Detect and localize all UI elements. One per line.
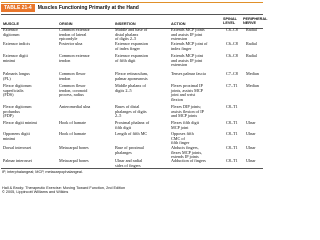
cell-origin: Common flexor tendon (59, 71, 86, 81)
cell-action: Flexes fifth digit MCP joint (171, 120, 199, 130)
cell-nerve: Ulnar (246, 145, 256, 150)
cell-muscle: Flexor digiti minimi (3, 120, 37, 125)
header-muscle: MUSCLE (3, 22, 20, 26)
cell-nerve: Median (246, 71, 259, 76)
table-title-bar (1, 2, 263, 12)
cell-muscle: Extensor indicis (3, 41, 31, 46)
cell-origin: Posterior ulna (59, 41, 83, 46)
cell-muscle: Flexor digitorum superficialis (FDS) (3, 83, 32, 98)
cell-insertion: Ulnar and radial sides of fingers (115, 158, 143, 168)
table-bottom-rule (1, 168, 263, 169)
cell-level: C7–T1 (226, 83, 238, 88)
cell-insertion: Length of fifth MC (115, 131, 148, 136)
cell-insertion: Middle phalanx of digits 2–5 (115, 83, 146, 93)
cell-origin: Anteromedial ulna (59, 104, 91, 109)
cell-origin: Metacarpal bones (59, 158, 89, 163)
cell-level: C6–C8 (226, 53, 238, 58)
cell-muscle: Extensor digitorum (3, 27, 20, 37)
table-title: Muscles Functioning Primarily at the Hand (37, 4, 139, 11)
cell-action: Abducts fingers, flexes MCP joints, extends IP joints (171, 145, 203, 160)
cell-level: C7–C8 (226, 71, 238, 76)
cell-origin: Common extensor tendon of lateral epicondyle (59, 27, 90, 42)
cell-muscle: Extensor digiti minimi (3, 53, 28, 63)
cell-action: Flexes DIP joints; assists flexion of IP and MCP joints (171, 104, 204, 119)
cell-muscle: Flexor digitorum profundus (FDP) (3, 104, 32, 119)
cell-action: Extends MCP joint of index finger (171, 41, 208, 51)
cell-action: Opposes fifth CMC of fifth finger (171, 131, 194, 146)
header-spinal-level: SPINAL LEVEL (223, 17, 237, 25)
header-peripheral-nerve: PERIPHERAL NERVE (243, 17, 268, 25)
cell-nerve: Ulnar (246, 120, 256, 125)
cell-insertion: Proximal phalanx of fifth digit (115, 120, 150, 130)
cell-action: Tenses palmar fascia (171, 71, 206, 76)
header-insertion: INSERTION (115, 22, 136, 26)
cell-level: C8–T1 (226, 104, 238, 109)
cell-muscle: Dorsal interossei (3, 145, 32, 150)
cell-origin: Hook of hamate (59, 120, 86, 125)
cell-origin: Common flexor tendon, coronoid process, radius (59, 83, 88, 98)
cell-level: C8–T1 (226, 158, 238, 163)
cell-insertion: Bases of distal phalanges of digits 2–5 (115, 104, 147, 119)
table-number: TABLE 21-4 (1, 4, 35, 12)
table-footnote: IP, interphalangeal; MCP, metacarpophalangeal. (2, 170, 83, 174)
cell-nerve: Ulnar (246, 158, 256, 163)
cell-action: Extends MCP joints and assists IP joint extension (171, 27, 205, 42)
cell-muscle: Opponens digiti minimi (3, 131, 30, 141)
cell-action: Extends MCP joint and assists IP joint extension (171, 53, 203, 68)
cell-level: C6–C8 (226, 41, 238, 46)
source-credit: Hall & Brody: Therapeutic Exercise: Moving Toward Function, 2nd Edition © 2005, Lippincott Williams and Wilkins (2, 186, 126, 195)
cell-origin: Metacarpal bones (59, 145, 89, 150)
cell-nerve: Radial (246, 41, 257, 46)
cell-action: Flexes proximal IP joints, assists MCP joint and wrist flexion (171, 83, 203, 102)
cell-level: C8–T1 (226, 145, 238, 150)
cell-origin: Hook of hamate (59, 131, 86, 136)
cell-action: Adduction of fingers (171, 158, 206, 163)
cell-nerve: Ulnar (246, 131, 256, 136)
cell-origin: Common extensor tendon (59, 53, 90, 63)
header-action: ACTION (171, 22, 186, 26)
cell-insertion: Extensor expansion of index finger (115, 41, 148, 51)
cell-muscle: Palmaris longus (PL) (3, 71, 30, 81)
cell-insertion: Middle and base of distal phalanx of digits 2–5 (115, 27, 148, 42)
header-origin: ORIGIN (59, 22, 73, 26)
cell-nerve: Radial (246, 27, 257, 32)
cell-level: C8–T1 (226, 120, 238, 125)
cell-insertion: Flexor retinaculum, palmar aponeurosis (115, 71, 149, 81)
cell-nerve: Median (246, 83, 259, 88)
cell-level: C8–T1 (226, 131, 238, 136)
cell-insertion: Base of proximal phalanges (115, 145, 144, 155)
cell-nerve: Radial (246, 53, 257, 58)
cell-muscle: Palmar interossei (3, 158, 32, 163)
cell-insertion: Extensor expansion of fifth digit (115, 53, 148, 63)
cell-level: C6–C8 (226, 27, 238, 32)
